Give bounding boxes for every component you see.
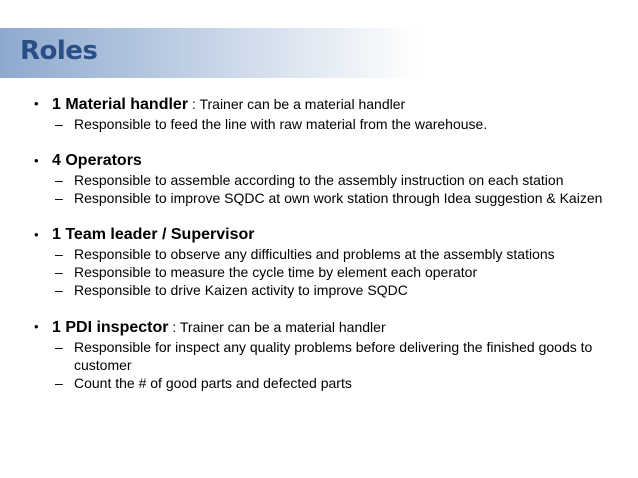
role-note: : Trainer can be a material handler — [168, 319, 386, 335]
responsibility-item — [0, 115, 638, 133]
role-title: 4 Operators — [52, 152, 142, 169]
responsibility-text: Responsible to assemble according to the assembly instruction on each station — [74, 172, 564, 188]
role-heading — [0, 317, 638, 338]
role-pdi-inspector — [0, 317, 638, 392]
role-material-handler — [0, 94, 638, 133]
slide-content — [0, 94, 638, 410]
responsibility-text: Responsible to improve SQDC at own work station through Idea suggestion & Kaizen — [74, 190, 603, 206]
bullet-icon: • — [34, 227, 39, 242]
role-heading — [0, 94, 638, 115]
responsibility-text: Responsible to measure the cycle time by element each operator — [74, 264, 478, 280]
dash-icon: – — [55, 264, 63, 280]
dash-icon: – — [55, 172, 63, 188]
responsibility-item — [0, 171, 638, 189]
role-title: 1 PDI inspector — [52, 319, 169, 336]
responsibility-item — [0, 374, 638, 392]
responsibility-text: Responsible to drive Kaizen activity to improve SQDC — [74, 282, 408, 298]
responsibility-text: Count the # of good parts and defected parts — [74, 375, 352, 391]
role-heading — [0, 151, 638, 171]
responsibility-text: Responsible to observe any difficulties and problems at the assembly stations — [74, 246, 555, 262]
dash-icon: – — [55, 246, 63, 262]
responsibility-item — [0, 245, 638, 263]
responsibility-text: Responsible for inspect any quality problems before delivering the finished goods to customer — [74, 339, 593, 373]
dash-icon: – — [55, 375, 63, 391]
dash-icon: – — [55, 282, 63, 298]
responsibility-item — [0, 263, 638, 281]
bullet-icon: • — [34, 319, 39, 334]
responsibility-item — [0, 338, 638, 374]
role-heading — [0, 225, 638, 245]
role-title: 1 Material handler — [52, 96, 189, 113]
dash-icon: – — [55, 190, 63, 206]
dash-icon: – — [55, 339, 63, 355]
responsibility-item — [0, 189, 638, 207]
role-team-leader — [0, 225, 638, 299]
role-operators — [0, 151, 638, 207]
dash-icon: – — [55, 116, 63, 132]
bullet-icon: • — [34, 153, 39, 168]
responsibility-text: Responsible to feed the line with raw material from the warehouse. — [74, 116, 488, 132]
responsibility-item — [0, 281, 638, 299]
bullet-icon: • — [34, 96, 39, 111]
role-note: : Trainer can be a material handler — [188, 96, 406, 112]
role-title: 1 Team leader / Supervisor — [52, 226, 255, 243]
slide-title: Roles — [20, 36, 98, 66]
